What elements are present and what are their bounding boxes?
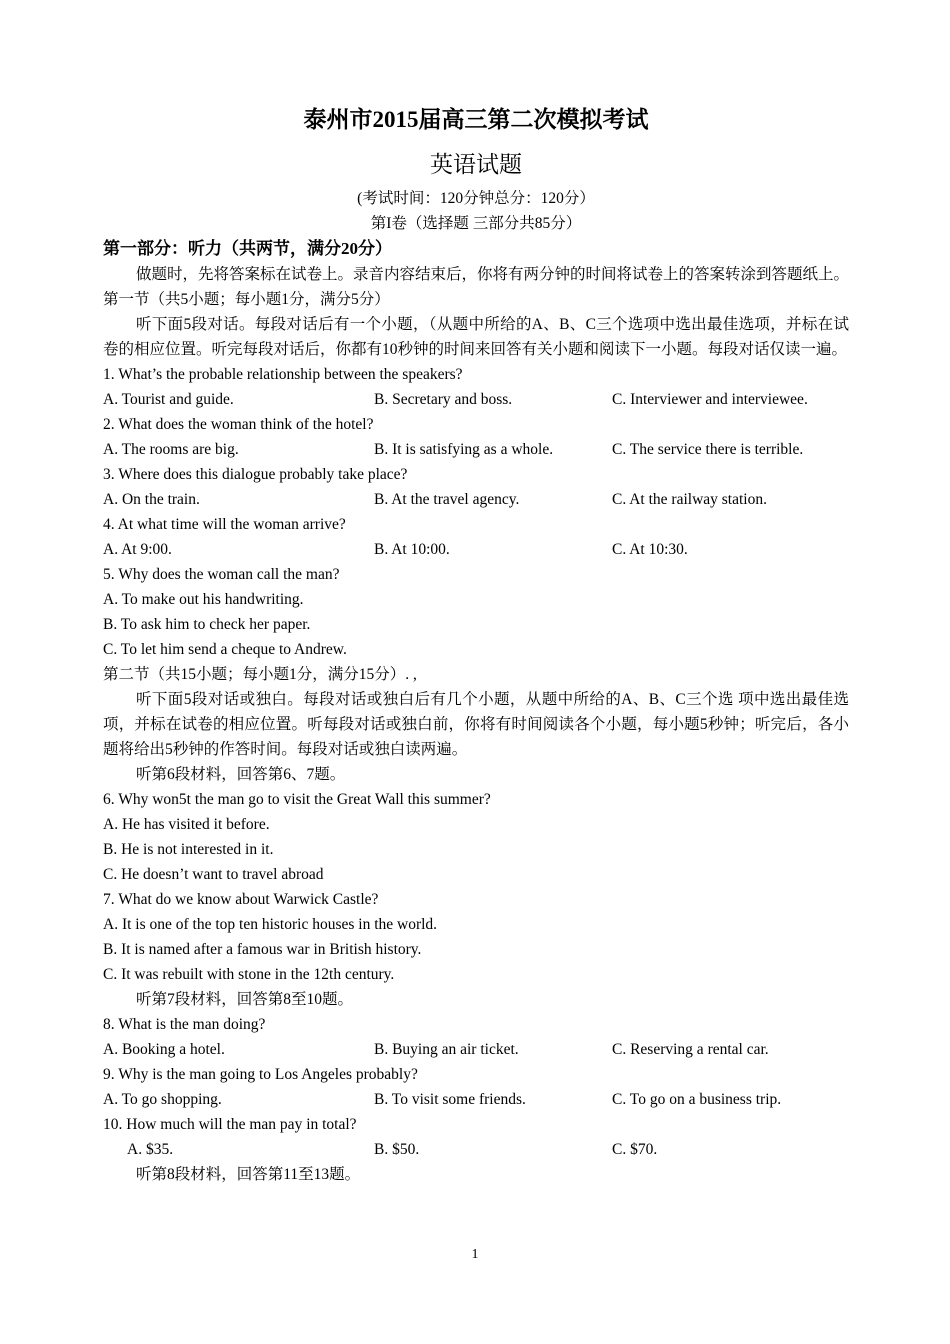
option-a: A. Booking a hotel. bbox=[103, 1041, 225, 1058]
volume-info: 第I卷（选择题 三部分共85分） bbox=[370, 215, 582, 232]
exam-page bbox=[103, 98, 849, 1187]
option-a: A. At 9:00. bbox=[103, 541, 172, 558]
exam-info: (考试时间：120分钟总分：120分） bbox=[357, 190, 595, 207]
part1-instruction: 做题时，先将答案标在试卷上。录音内容结束后，你将有两分钟的时间将试卷上的答案转涂到答题纸上。 bbox=[136, 266, 850, 283]
exam-title: 泰州市2015届高三第二次模拟考试 bbox=[303, 107, 649, 132]
exam-subtitle: 英语试题 bbox=[430, 152, 522, 177]
option-c: C. To go on a business trip. bbox=[612, 1091, 782, 1108]
question-1-options bbox=[103, 387, 849, 412]
option-b: B. At the travel agency. bbox=[374, 491, 520, 508]
option-a: A. To go shopping. bbox=[103, 1091, 222, 1108]
option-a: A. The rooms are big. bbox=[103, 441, 239, 458]
page-number: 1 bbox=[471, 1247, 479, 1262]
section1-instruction: 听下面5段对话。每段对话后有一个小题，（从题中所给的A、B、C三个选项中选出最佳选项，并标在试卷的相应位置。听完每段对话后，你都有10秒钟的时间来回答有关小题和阅读下一小题。每段对话仅读一遍。 bbox=[103, 316, 849, 358]
question-10: 10. How much will the man pay in total? bbox=[103, 1116, 357, 1133]
question-2-options bbox=[103, 437, 849, 462]
option-c: C. Reserving a rental car. bbox=[612, 1041, 769, 1058]
option-a: A. To make out his handwriting. bbox=[103, 591, 304, 608]
question-9-options bbox=[103, 1087, 849, 1112]
option-c: C. To let him send a cheque to Andrew. bbox=[103, 641, 347, 658]
option-b: B. $50. bbox=[374, 1141, 420, 1158]
passage-7-note: 听第7段材料，回答第8至10题。 bbox=[136, 991, 354, 1008]
question-5: 5. Why does the woman call the man? bbox=[103, 566, 340, 583]
option-a: A. $35. bbox=[127, 1141, 174, 1158]
option-c: C. The service there is terrible. bbox=[612, 441, 804, 458]
option-c: C. It was rebuilt with stone in the 12th century. bbox=[103, 966, 395, 983]
option-a: A. Tourist and guide. bbox=[103, 391, 234, 408]
question-4-options bbox=[103, 537, 849, 562]
option-b: B. He is not interested in it. bbox=[103, 841, 274, 858]
option-b: B. It is named after a famous war in British history. bbox=[103, 941, 422, 958]
question-6: 6. Why won5t the man go to visit the Great Wall this summer? bbox=[103, 791, 491, 808]
question-4: 4. At what time will the woman arrive? bbox=[103, 516, 346, 533]
part1-heading: 第一部分：听力（共两节，满分20分） bbox=[103, 239, 392, 258]
option-a: A. It is one of the top ten historic houses in the world. bbox=[103, 916, 438, 933]
option-b: B. At 10:00. bbox=[374, 541, 450, 558]
question-8-options bbox=[103, 1037, 849, 1062]
question-7: 7. What do we know about Warwick Castle? bbox=[103, 891, 379, 908]
section2-heading: 第二节（共15小题；每小题1分，满分15分）. , bbox=[103, 666, 417, 683]
question-2: 2. What does the woman think of the hotel? bbox=[103, 416, 374, 433]
question-3-options bbox=[103, 487, 849, 512]
option-b: B. It is satisfying as a whole. bbox=[374, 441, 554, 458]
section1-heading: 第一节（共5小题；每小题1分，满分5分） bbox=[103, 291, 390, 308]
option-c: C. At 10:30. bbox=[612, 541, 688, 558]
passage-8-note: 听第8段材料，回答第11至13题。 bbox=[136, 1166, 361, 1183]
option-c: C. He doesn’t want to travel abroad bbox=[103, 866, 324, 883]
question-8: 8. What is the man doing? bbox=[103, 1016, 266, 1033]
option-c: C. $70. bbox=[612, 1141, 658, 1158]
option-b: B. Secretary and boss. bbox=[374, 391, 513, 408]
question-3: 3. Where does this dialogue probably take place? bbox=[103, 466, 408, 483]
option-c: C. At the railway station. bbox=[612, 491, 767, 508]
passage-6-note: 听第6段材料，回答第6、7题。 bbox=[136, 766, 346, 783]
question-9: 9. Why is the man going to Los Angeles probably? bbox=[103, 1066, 418, 1083]
question-10-options bbox=[103, 1137, 849, 1162]
option-b: B. To visit some friends. bbox=[374, 1091, 526, 1108]
option-c: C. Interviewer and interviewee. bbox=[612, 391, 808, 408]
option-a: A. On the train. bbox=[103, 491, 200, 508]
option-a: A. He has visited it before. bbox=[103, 816, 270, 833]
question-1: 1. What’s the probable relationship between the speakers? bbox=[103, 366, 463, 383]
option-b: B. To ask him to check her paper. bbox=[103, 616, 311, 633]
option-b: B. Buying an air ticket. bbox=[374, 1041, 519, 1058]
section2-instruction: 听下面5段对话或独白。每段对话或独白后有几个小题，从题中所给的A、B、C三个选 项中选出最佳选项，并标在试卷的相应位置。听每段对话或独白前，你将有时间阅读各个小题，每小题5秒钟；听完后，各小题将给出5秒钟的作答时间。每段对话或独白读两遍。 bbox=[103, 691, 849, 758]
